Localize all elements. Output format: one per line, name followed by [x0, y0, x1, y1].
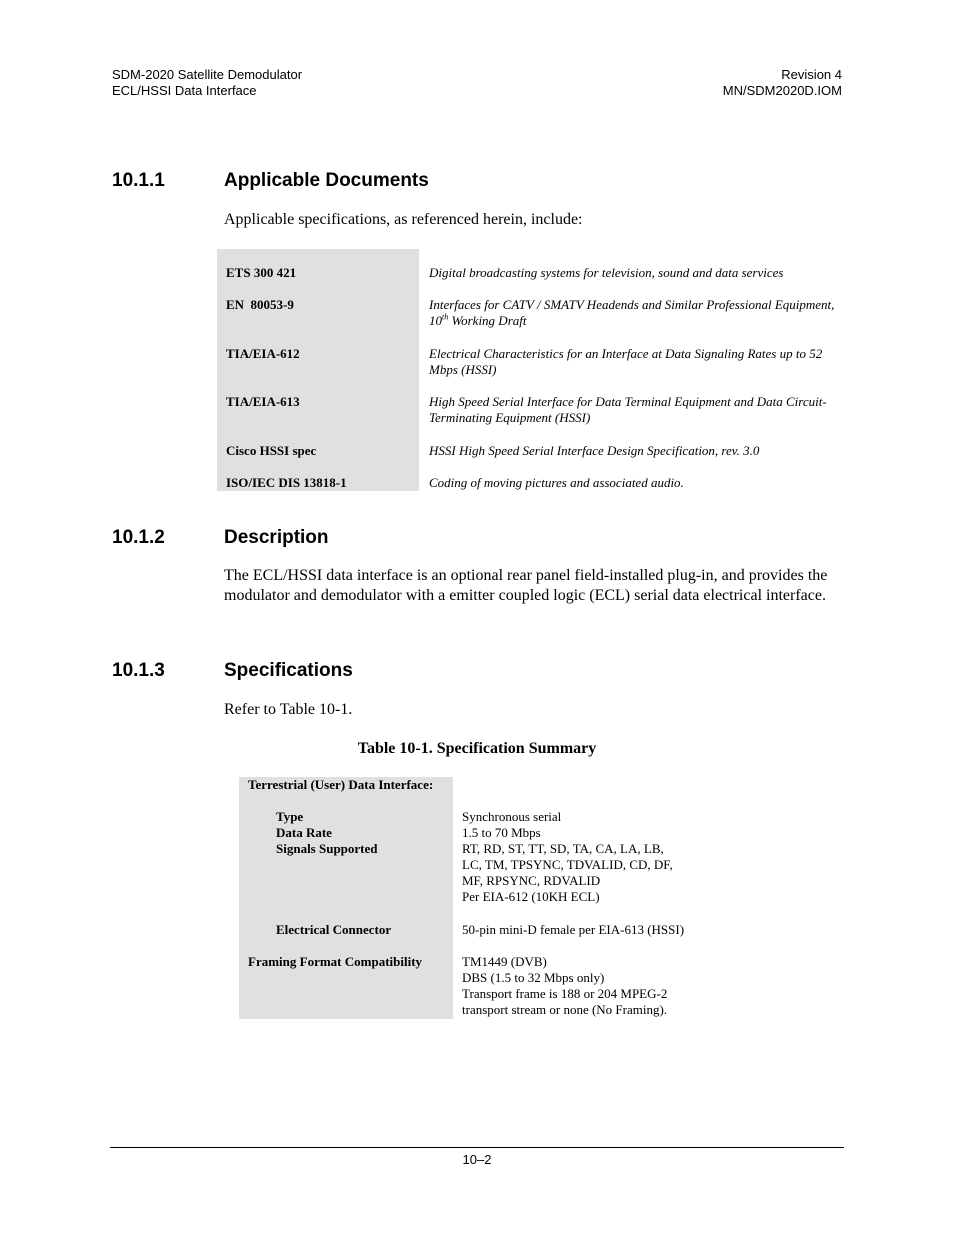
applicable-intro-text: Applicable specifications, as referenced herein, include: — [224, 211, 583, 228]
section-title: Specifications — [224, 660, 353, 681]
table-caption: Table 10-1. Specification Summary — [357, 740, 597, 757]
running-header-right — [723, 67, 842, 99]
footer-rule — [110, 1147, 844, 1148]
document-description: Digital broadcasting systems for television, sound and data services — [429, 265, 784, 280]
section-heading-applicable-documents — [112, 170, 429, 192]
spec-label-type: Type — [276, 809, 304, 824]
section-heading-description — [112, 527, 329, 549]
document-description: Interfaces for CATV / SMATV Headends and Similar Professional Equipment, 10th Working Draft — [429, 297, 835, 328]
document-description: Coding of moving pictures and associated audio. — [429, 475, 684, 490]
spec-label-data-rate: Data Rate — [276, 825, 332, 840]
table-label-column-shading — [239, 777, 453, 1019]
document-description: High Speed Serial Interface for Data Terminal Equipment and Data Circuit-Terminating Equipment (HSSI) — [429, 394, 827, 425]
specification-summary-table — [239, 777, 759, 1019]
document-description: HSSI High Speed Serial Interface Design Specification, rev. 3.0 — [429, 443, 760, 458]
section-number: 10.1.3 — [112, 660, 165, 681]
description-paragraph: The ECL/HSSI data interface is an optional rear panel field-installed plug-in, and provides the modulator and demodulator with a emitter coupled logic (ECL) serial data electrical interface. — [224, 567, 828, 604]
section-title: Description — [224, 527, 329, 548]
header-product-title: SDM-2020 Satellite Demodulator — [112, 67, 303, 82]
section-title: Applicable Documents — [224, 170, 429, 191]
document-description: Electrical Characteristics for an Interface at Data Signaling Rates up to 52 Mbps (HSSI) — [429, 346, 823, 377]
spec-label-signals: Signals Supported — [276, 841, 378, 856]
spec-group-label: Terrestrial (User) Data Interface: — [248, 777, 434, 792]
specifications-reference-text: Refer to Table 10-1. — [224, 701, 353, 718]
spec-value-framing: TM1449 (DVB) DBS (1.5 to 32 Mbps only) Transport frame is 188 or 204 MPEG-2 transport stream or none (No Framing). — [462, 954, 668, 1017]
section-number: 10.1.1 — [112, 170, 165, 191]
section-heading-specifications — [112, 660, 353, 682]
document-code: TIA/EIA-613 — [226, 394, 300, 409]
spec-label-connector: Electrical Connector — [276, 922, 392, 937]
header-chapter-title: ECL/HSSI Data Interface — [112, 83, 257, 98]
document-code: Cisco HSSI spec — [226, 443, 317, 458]
header-document-id: MN/SDM2020D.IOM — [722, 83, 842, 98]
spec-value-signals: RT, RD, ST, TT, SD, TA, CA, LA, LB, LC, TM, TPSYNC, TDVALID, CD, DF, MF, RPSYNC, RDVALID Per EIA-612 (10KH ECL) — [462, 841, 673, 904]
section-number: 10.1.2 — [112, 527, 165, 548]
document-code: ISO/IEC DIS 13818-1 — [226, 475, 347, 490]
spec-label-framing: Framing Format Compatibility — [248, 954, 423, 969]
spec-value-type: Synchronous serial — [462, 809, 562, 824]
document-code: ETS 300 421 — [226, 265, 297, 280]
document-code: EN 80053-9 — [226, 297, 294, 312]
header-revision: Revision 4 — [781, 67, 842, 82]
document-code: TIA/EIA-612 — [226, 346, 300, 361]
spec-value-connector: 50-pin mini-D female per EIA-613 (HSSI) — [462, 922, 685, 937]
page-number: 10–2 — [462, 1152, 492, 1167]
spec-value-data-rate: 1.5 to 70 Mbps — [462, 825, 541, 840]
running-header-left — [112, 67, 302, 99]
applicable-documents-table — [217, 249, 842, 491]
